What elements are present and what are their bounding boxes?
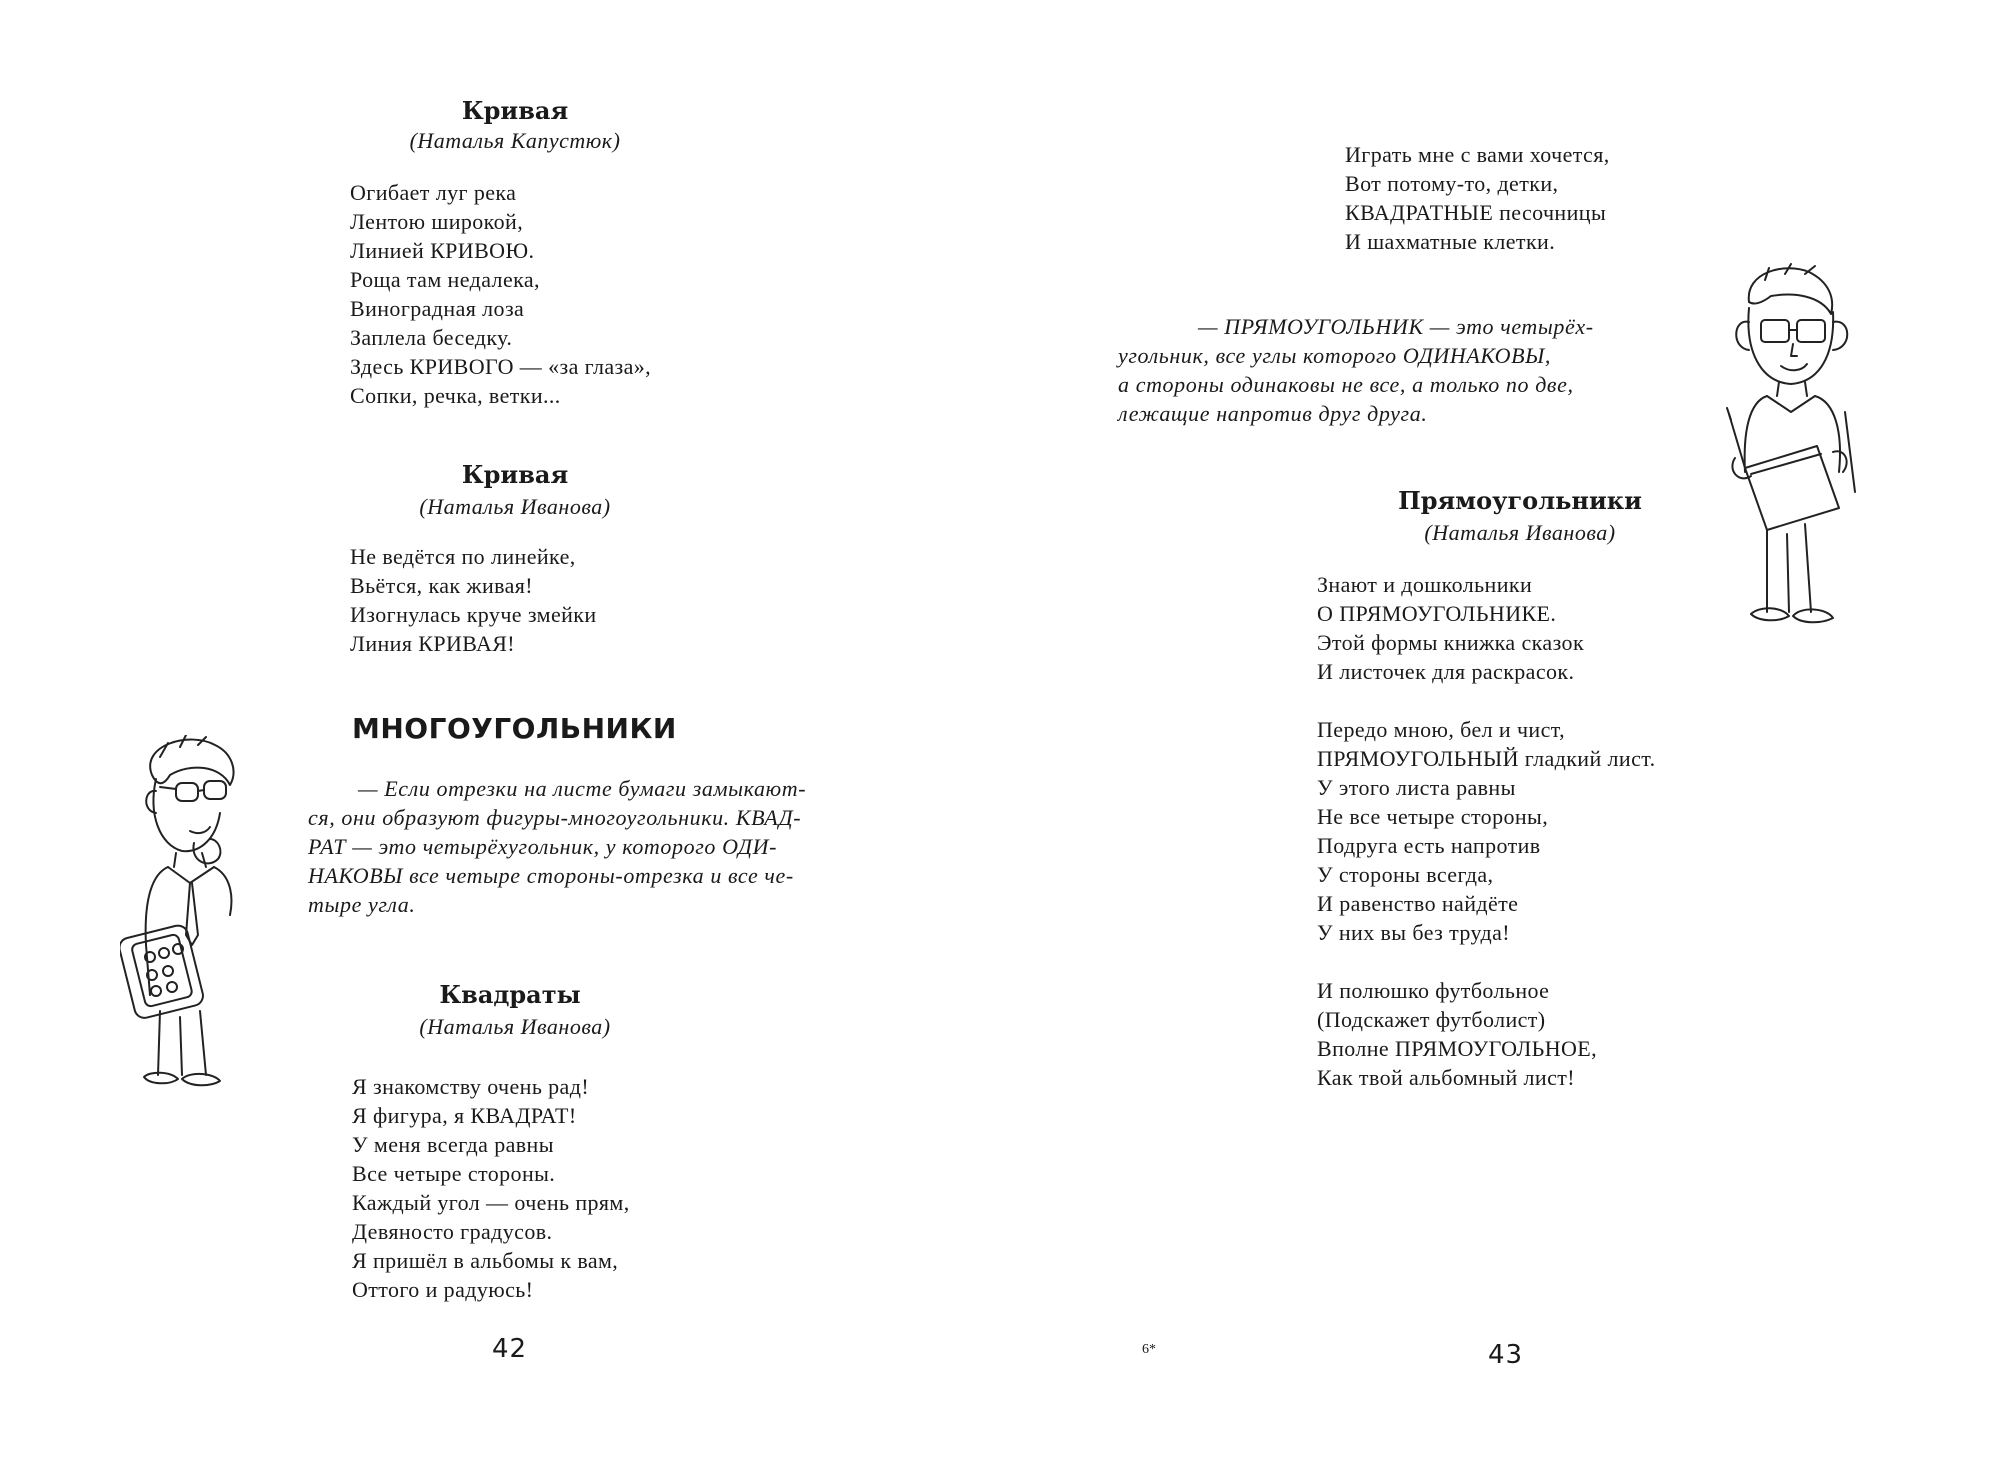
section-heading: МНОГОУГОЛЬНИКИ <box>352 712 677 745</box>
poem-line: Вот потому-то, детки, <box>1345 171 1559 196</box>
poem-line: Передо мною, бел и чист, <box>1317 717 1566 742</box>
poem-line: Роща там недалека, <box>350 267 540 292</box>
definition-line: тыре угла. <box>308 892 416 917</box>
poem-line: КВАДРАТНЫЕ песочницы <box>1345 200 1607 225</box>
poem2-author: (Наталья Иванова) <box>419 494 611 519</box>
poem1-lines <box>350 178 651 410</box>
poem-line: У них вы без труда! <box>1317 920 1511 945</box>
poem-line: Здесь КРИВОГО — «за глаза», <box>350 354 652 379</box>
poem-line: ПРЯМОУГОЛЬНЫЙ гладкий лист. <box>1317 746 1656 771</box>
poem-line: У меня всегда равны <box>352 1132 554 1157</box>
poem2-lines <box>350 542 597 658</box>
poem4-lines <box>1317 570 1656 1092</box>
page-number: 43 <box>1488 1340 1524 1370</box>
definition-line: — Если отрезки на листе бумаги замыкают- <box>358 776 807 801</box>
poem-line: Не ведётся по линейке, <box>350 544 576 569</box>
poem4-title: Прямоугольники <box>1398 486 1642 515</box>
poem1-author: (Наталья Капустюк) <box>409 128 621 153</box>
poem-line: Сопки, речка, ветки... <box>350 383 561 408</box>
poem-line: И равенство найдёте <box>1317 891 1519 916</box>
definition-line: угольник, все углы которого ОДИНАКОВЫ, <box>1118 343 1552 368</box>
definition-line: РАТ — это четырёхугольник, у которого ОДИ- <box>308 834 778 859</box>
poem-line: (Подскажет футболист) <box>1317 1007 1546 1032</box>
definition-line: НАКОВЫ все четыре стороны-отрезка и все че- <box>308 863 794 888</box>
poem-line: У стороны всегда, <box>1317 862 1494 887</box>
signature-mark: 6* <box>1142 1342 1156 1357</box>
poem-line: Я пришёл в альбомы к вам, <box>352 1248 619 1273</box>
poem-line: Оттого и радуюсь! <box>352 1277 534 1302</box>
poem-line: Каждый угол — очень прям, <box>352 1190 630 1215</box>
poem-line: Я знакомству очень рад! <box>352 1074 590 1099</box>
poem1-title: Кривая <box>461 96 569 125</box>
poem-line: Виноградная лоза <box>350 296 525 321</box>
poem-line: Этой формы книжка сказок <box>1317 630 1585 655</box>
poem4-author: (Наталья Иванова) <box>1424 520 1616 545</box>
boy-abacus-illustration <box>120 735 270 1105</box>
poem-line: Я фигура, я КВАДРАТ! <box>352 1103 577 1128</box>
poem-line: Все четыре стороны. <box>352 1161 556 1186</box>
poem-line: И листочек для раскрасок. <box>1317 659 1575 684</box>
poem-line: Линия КРИВАЯ! <box>350 631 516 656</box>
page-number: 42 <box>492 1334 528 1364</box>
definition-line: ся, они образуют фигуры-многоугольники. КВАД- <box>308 805 802 830</box>
poem-continuation <box>1345 140 1610 256</box>
definition-line: а стороны одинаковы не все, а только по две, <box>1118 372 1574 397</box>
poem3-lines <box>352 1072 630 1304</box>
definition-line: лежащие напротив друг друга. <box>1118 401 1428 426</box>
rectangle-definition <box>1118 312 1594 428</box>
poem-line: И полюшко футбольное <box>1317 978 1550 1003</box>
polygon-definition <box>308 774 806 919</box>
definition-line: — ПРЯМОУГОЛЬНИК — это четырёх- <box>1198 314 1594 339</box>
poem-line: Заплела беседку. <box>350 325 513 350</box>
poem-line: Изогнулась круче змейки <box>350 602 597 627</box>
poem-line: Вполне ПРЯМОУГОЛЬНОЕ, <box>1317 1036 1598 1061</box>
poem3-title: Квадраты <box>439 980 581 1009</box>
poem-line: Знают и дошкольники <box>1317 572 1533 597</box>
poem-line: Играть мне с вами хочется, <box>1345 142 1610 167</box>
poem-line: Подруга есть напротив <box>1317 833 1541 858</box>
poem2-title: Кривая <box>461 460 569 489</box>
boy-notebook-illustration <box>1705 262 1885 642</box>
poem-line: Лентою широкой, <box>350 209 524 234</box>
poem-line: Линией КРИВОЮ. <box>350 238 535 263</box>
poem-line: Как твой альбомный лист! <box>1317 1065 1576 1090</box>
right-page <box>1000 0 2000 1464</box>
poem-line: Девяносто градусов. <box>352 1219 553 1244</box>
poem-line: Огибает луг река <box>350 180 517 205</box>
poem-line: Вьётся, как живая! <box>350 573 534 598</box>
poem-line: У этого листа равны <box>1317 775 1516 800</box>
poem-line: Не все четыре стороны, <box>1317 804 1549 829</box>
poem-line: И шахматные клетки. <box>1345 229 1556 254</box>
poem-line: О ПРЯМОУГОЛЬНИКЕ. <box>1317 601 1557 626</box>
poem3-author: (Наталья Иванова) <box>419 1014 611 1039</box>
